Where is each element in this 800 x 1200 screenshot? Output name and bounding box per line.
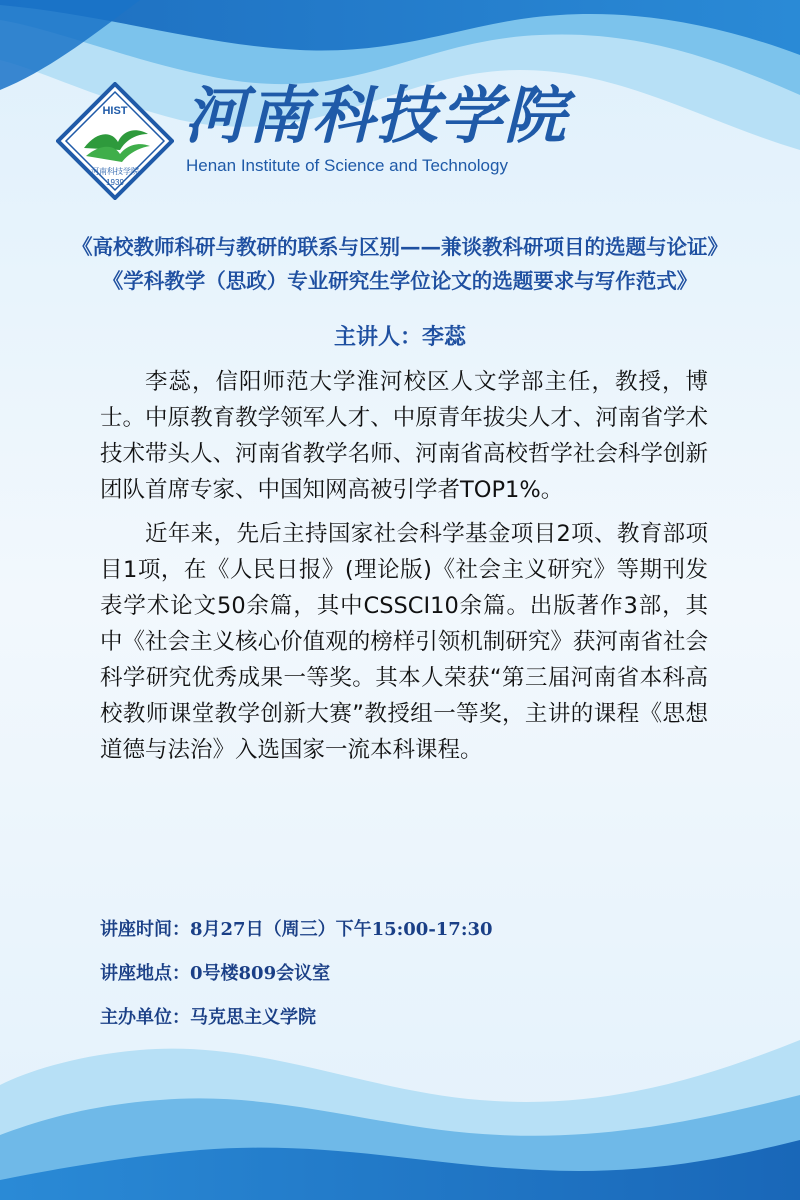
lecture-host: 主办单位：马克思主义学院 — [100, 1007, 316, 1028]
lecture-titles — [0, 230, 800, 298]
emblem-top-text: HIST — [102, 105, 128, 117]
lecture-info — [100, 908, 700, 1040]
lecture-location: 讲座地点：0号楼809会议室 — [100, 963, 331, 984]
emblem-year: 1939 — [106, 178, 124, 187]
lecture-time: 讲座时间：8月27日（周三）下午15:00-17:30 — [100, 919, 493, 940]
school-name-en: Henan Institute of Science and Technology — [186, 156, 508, 175]
school-name-cn: 河南科技学院 — [184, 79, 569, 152]
lecture-title-1: 《高校教师科研与教研的联系与区别——兼谈教科研项目的选题与论证》 — [72, 235, 728, 259]
bio-paragraph-1: 李蕊，信阳师范大学淮河校区人文学部主任，教授，博士。中原教育教学领军人才、中原青年拔尖人才、河南省学术技术带头人、河南省教学名师、河南省高校哲学社会科学创新团队首席专家、中国知网高被引学者TOP1%。 — [100, 369, 708, 503]
lecture-title-2: 《学科教学（思政）专业研究生学位论文的选题要求与写作范式》 — [102, 269, 698, 293]
bio-paragraph-2: 近年来，先后主持国家社会科学基金项目2项、教育部项目1项，在《人民日报》(理论版)《社会主义研究》等期刊发表学术论文50余篇，其中CSSCI10余篇。出版著作3部，其中《社会主义核心价值观的榜样引领机制研究》获河南省社会科学研究优秀成果一等奖。其本人荣获“第三届河南省本科高校教师课堂教学创新大赛”教授组一等奖，主讲的课程《思想道德与法治》入选国家一流本科课程。 — [100, 521, 708, 763]
emblem-cn-text: 河南科技学院 — [91, 167, 139, 176]
school-emblem-logo — [56, 82, 174, 200]
speaker-line: 主讲人：李蕊 — [333, 325, 466, 350]
speaker-bio — [100, 364, 708, 776]
